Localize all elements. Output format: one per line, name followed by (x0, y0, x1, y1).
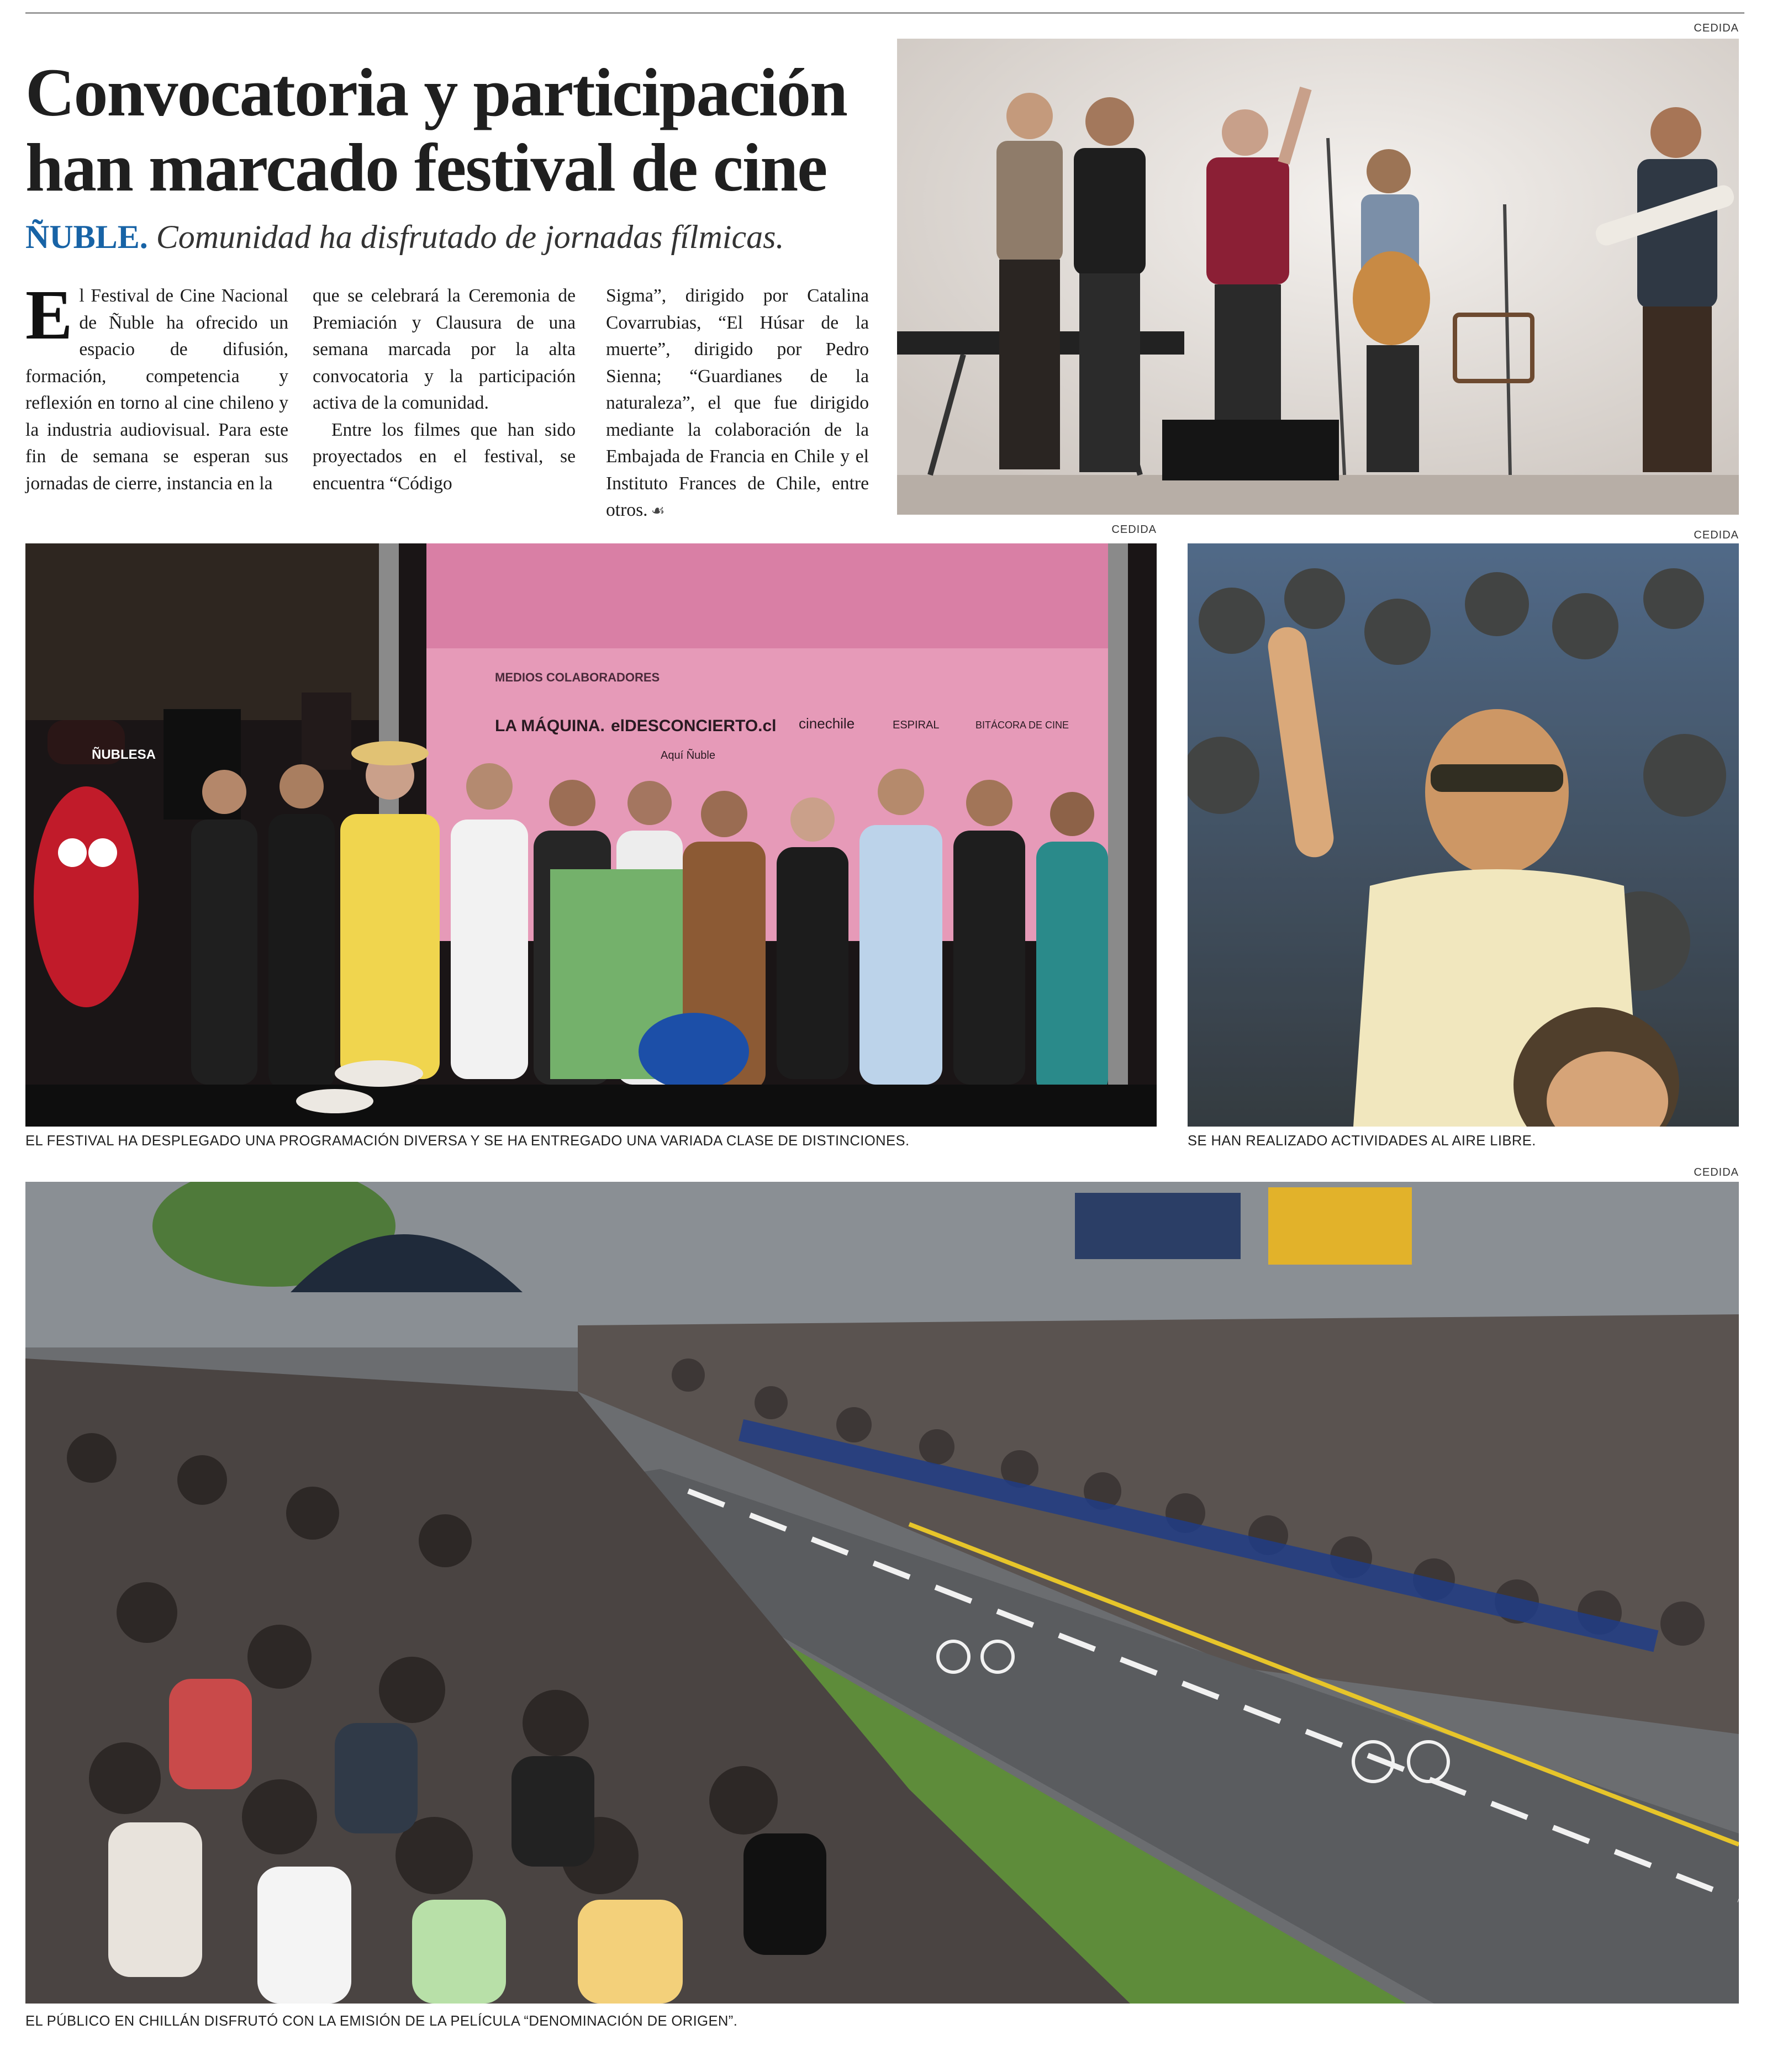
sponsor-3: cinechile (799, 715, 855, 732)
credit-crowd: CEDIDA (1694, 529, 1739, 541)
caption-crowd: SE HAN REALIZADO ACTIVIDADES AL AIRE LIBRE. (1188, 1133, 1536, 1149)
body-column-2 (313, 283, 576, 497)
photo-stage-band (897, 39, 1739, 515)
sponsor-5: BITÁCORA DE CINE (975, 720, 1069, 731)
body-text-2b: Entre los filmes que han sido proyectados en el festival, se encuentra “Código (313, 419, 576, 494)
body-text-1: l Festival de Cine Nacional de Ñuble ha ofrecido un espacio de difusión, formación, competencia y reflexión en torno al cine chileno y la industria audiovisual. Para este fin de semana se esperan sus jornadas de cierre, instancia en la (25, 286, 288, 494)
photo-awards-ceremony (25, 543, 1157, 1127)
drop-cap: E (25, 276, 73, 354)
kicker (25, 218, 887, 256)
section-tag: ÑUBLE. (25, 219, 148, 255)
sponsor-2: elDESCONCIERTO.cl (611, 717, 777, 735)
photo-street-screening (25, 1182, 1739, 2004)
headline-line-1: Convocatoria y participación (25, 55, 847, 130)
headline (25, 55, 887, 205)
credit-stage: CEDIDA (1694, 22, 1739, 34)
credit-awards: CEDIDA (1111, 524, 1157, 536)
body-column-3 (606, 283, 869, 525)
screen-heading: MEDIOS COLABORADORES (495, 670, 660, 684)
mascot-label: ÑUBLESA (92, 747, 156, 762)
body-text-2a: que se celebrará la Ceremonia de Premiación y Clausura de una semana marcada por la alta convocatoria y la participación activa de la comunidad. (313, 286, 576, 413)
sponsor-1: LA MÁQUINA. (495, 717, 605, 735)
subheadline: Comunidad ha disfrutado de jornadas fílmicas. (156, 219, 784, 255)
body-column-1 (25, 276, 288, 497)
caption-street: EL PÚBLICO EN CHILLÁN DISFRUTÓ CON LA EMISIÓN DE LA PELÍCULA “DENOMINACIÓN DE ORIGEN”. (25, 2013, 738, 2029)
photo-crowd-night (1188, 543, 1739, 1127)
top-rule (25, 12, 1744, 14)
headline-line-2: han marcado festival de cine (25, 130, 827, 205)
caption-awards: EL FESTIVAL HA DESPLEGADO UNA PROGRAMACIÓN DIVERSA Y SE HA ENTREGADO UNA VARIADA CLASE DE DISTINCIONES. (25, 1133, 910, 1149)
body-text-3: Sigma”, dirigido por Catalina Covarrubias, “El Húsar de la muerte”, dirigido por Pedro Sienna; “Guardianes de la naturaleza”, el que fue dirigido mediante la colaboración de la Embajada de Francia en Chile y el Instituto Frances de Chile, entre otros. (606, 286, 869, 520)
sponsor-4: ESPIRAL (893, 719, 940, 731)
sponsor-6: Aquí Ñuble (661, 749, 715, 762)
end-mark-icon: ☙ (651, 501, 665, 520)
credit-street: CEDIDA (1694, 1166, 1739, 1178)
